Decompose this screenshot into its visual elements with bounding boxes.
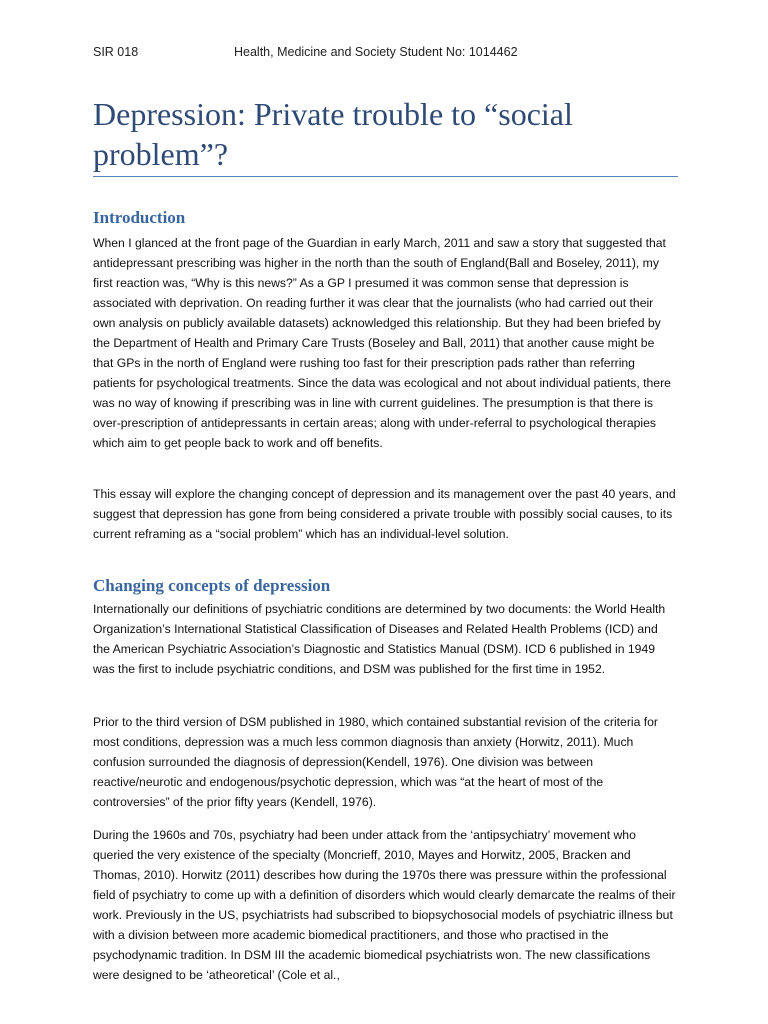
introduction-paragraph-2: This essay will explore the changing concept of depression and its management over the past 40 years, and suggest that depression has gone from being considered a private trouble with possibly social causes, to its current reframing as a “social problem” which has an individual-level solution. <box>93 487 676 541</box>
changing-concepts-paragraph-1: Internationally our definitions of psychiatric conditions are determined by two documents: the World Health Organization’s International Statistical Classification of Diseases and Related Health Problems (ICD) and the American Psychiatric Association’s Diagnostic and Statistics Manual (DSM). ICD 6 published in 1949 was the first to include psychiatric conditions, and DSM was published for the first time in 1952. <box>93 602 666 676</box>
module-and-student-number: Health, Medicine and Society Student No: 1014462 <box>234 45 518 59</box>
document-title: Depression: Private trouble to “social problem”? <box>93 96 573 172</box>
changing-concepts-paragraph-3: During the 1960s and 70s, psychiatry had been under attack from the ‘antipsychiatry’ movement who queried the very existence of the specialty (Moncrieff, 2010, Mayes and Horwitz, 2005, Bracken and Thomas, 2010). Horwitz (2011) describes how during the 1970s there was pressure within the professional field of psychiatry to come up with a definition of disorders which would clearly demarcate the realms of their work. Previously in the US, psychiatrists had subscribed to biopsychosocial models of psychiatric illness but with a division between more academic biomedical practitioners, and those who practised in the psychodynamic tradition. In DSM III the academic biomedical psychiatrists won. The new classifications were designed to be ‘atheoretical’ (Cole et al., <box>93 828 676 982</box>
changing-concepts-paragraph-2: Prior to the third version of DSM published in 1980, which contained substantial revision of the criteria for most conditions, depression was a much less common diagnosis than anxiety (Horwitz, 2011). Much confusion surrounded the diagnosis of depression(Kendell, 1976). One division was between reactive/neurotic and endogenous/psychotic depression, which was “at the heart of most of the controversies” of the prior fifty years (Kendell, 1976). <box>93 715 658 809</box>
title-divider <box>93 176 678 177</box>
section-heading-changing-concepts: Changing concepts of depression <box>93 576 331 595</box>
section-heading-introduction: Introduction <box>93 208 186 227</box>
introduction-paragraph-1: When I glanced at the front page of the Guardian in early March, 2011 and saw a story that suggested that antidepressant prescribing was higher in the north than the south of England(Ball and Boseley, 2011), my first reaction was, “Why is this news?” As a GP I presumed it was common sense that depression is associated with deprivation. On reading further it was clear that the journalists (who had carried out their own analysis on publicly available datasets) acknowledged this relationship. But they had been briefed by the Department of Health and Primary Care Trusts (Boseley and Ball, 2011) that another cause might be that GPs in the north of England were rushing too fast for their prescription pads rather than referring patients for psychological treatments. Since the data was ecological and not about individual patients, there was no way of knowing if prescribing was in line with current guidelines. The presumption is that there is over-prescription of antidepressants in certain areas; along with under-referral to psychological therapies which aim to get people back to work and off benefits. <box>93 236 671 450</box>
course-code: SIR 018 <box>93 45 139 59</box>
